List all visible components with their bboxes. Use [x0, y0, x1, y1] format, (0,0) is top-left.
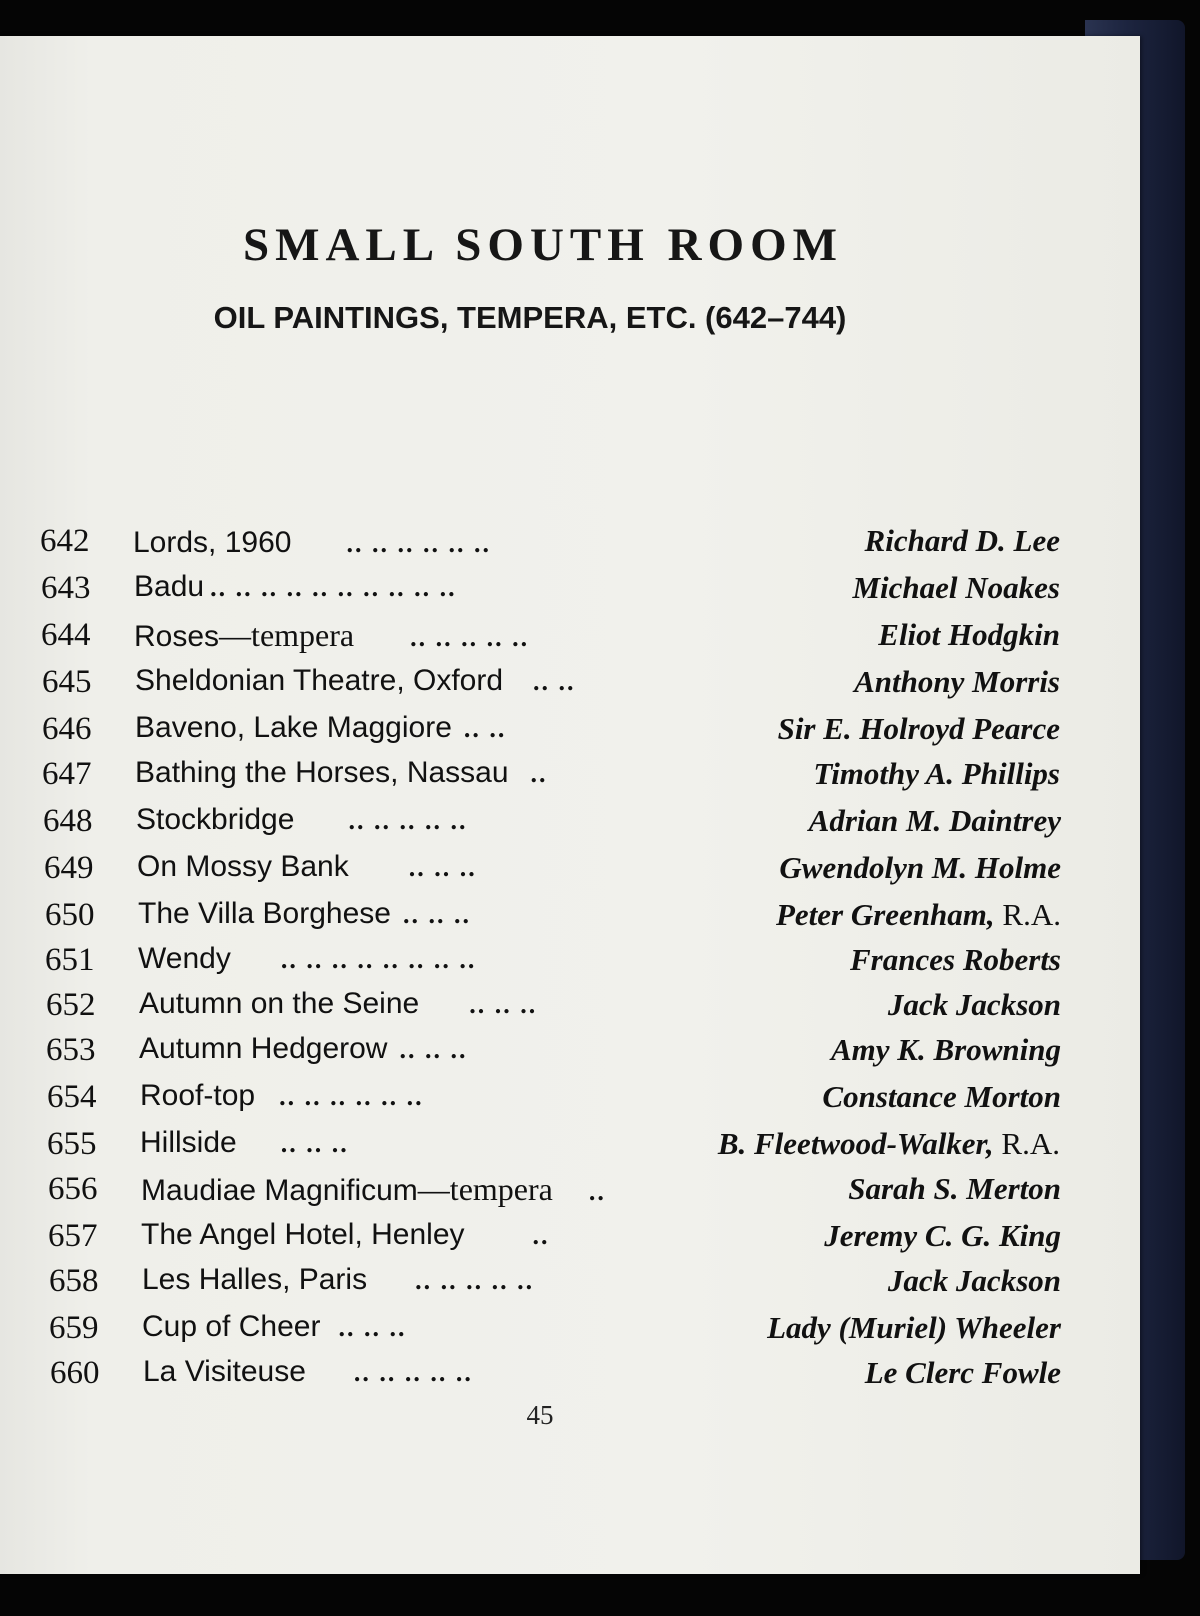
- entry-title: On Mossy Bank: [137, 850, 349, 883]
- leader-dots: .. .. ..: [280, 1129, 349, 1158]
- entry-number: 650: [45, 897, 95, 933]
- entry-title: Bathing the Horses, Nassau: [135, 756, 509, 789]
- entry-number: 646: [42, 711, 92, 747]
- leader-dots: ..: [532, 1221, 550, 1250]
- catalogue-entry: [48, 1171, 1061, 1215]
- catalogue-entry: [47, 1126, 1060, 1170]
- leader-dots: .. ..: [463, 714, 507, 743]
- entry-artist: Timothy A. Phillips: [813, 756, 1060, 791]
- entry-artist: Anthony Morris: [854, 664, 1060, 699]
- entry-title: Stockbridge: [136, 803, 295, 836]
- leader-dots: .. .. .. .. ..: [353, 1358, 473, 1387]
- entry-artist: Jack Jackson: [887, 1263, 1061, 1298]
- entry-title: Les Halles, Paris: [142, 1263, 368, 1296]
- entry-number: 653: [46, 1032, 96, 1068]
- catalogue-entry: [42, 711, 1060, 755]
- catalogue-entry: [46, 1032, 1061, 1076]
- entry-number: 660: [50, 1355, 100, 1391]
- leader-dots: ..: [588, 1177, 606, 1206]
- catalogue-entry: [43, 803, 1061, 847]
- catalogue-entry: [45, 897, 1061, 941]
- entry-artist: Jeremy C. G. King: [824, 1218, 1061, 1253]
- entry-number: 651: [45, 942, 95, 978]
- entry-artist: Sarah S. Merton: [848, 1171, 1061, 1206]
- entry-title-suffix: —tempera: [219, 617, 355, 653]
- entry-artist: Gwendolyn M. Holme: [779, 850, 1061, 885]
- entry-title: Roses: [134, 620, 220, 653]
- entry-title: Lords, 1960: [133, 526, 292, 559]
- entry-number: 649: [44, 850, 94, 886]
- entry-title: Badu: [134, 570, 205, 603]
- entry-number: 656: [48, 1171, 98, 1207]
- entry-title: La Visiteuse: [143, 1355, 306, 1388]
- entry-number: 652: [46, 987, 96, 1023]
- entry-artist: Jack Jackson: [887, 987, 1061, 1022]
- entry-title: The Angel Hotel, Henley: [141, 1218, 465, 1251]
- leader-dots: .. .. .. .. .. .. .. ..: [280, 945, 477, 974]
- catalogue-entry: [42, 664, 1060, 708]
- entry-title: Hillside: [140, 1126, 237, 1159]
- entry-artist: B. Fleetwood-Walker, R.A.: [717, 1126, 1060, 1161]
- catalogue-entry: [49, 1263, 1061, 1307]
- entry-artist: Peter Greenham, R.A.: [775, 897, 1061, 932]
- catalogue-entry: [41, 617, 1060, 661]
- leader-dots: .. .. .. .. .. .. .. .. .. ..: [210, 573, 457, 602]
- leader-dots: .. .. ..: [408, 853, 477, 882]
- entry-title: Autumn Hedgerow: [139, 1032, 388, 1065]
- entry-number: 655: [47, 1126, 97, 1162]
- entry-artist: Michael Noakes: [852, 570, 1060, 605]
- entry-title: Autumn on the Seine: [139, 987, 420, 1020]
- leader-dots: ..: [530, 759, 548, 788]
- room-title: SMALL SOUTH ROOM: [242, 219, 843, 271]
- entry-artist: Sir E. Holroyd Pearce: [777, 711, 1060, 746]
- catalogue-entry: [42, 756, 1060, 800]
- entry-artist: Adrian M. Daintrey: [808, 803, 1061, 838]
- entry-artist: Amy K. Browning: [831, 1032, 1061, 1067]
- leader-dots: .. .. .. .. ..: [415, 1266, 535, 1295]
- entry-number: 657: [48, 1218, 98, 1254]
- entry-number: 644: [41, 617, 91, 653]
- catalogue-entry: [41, 570, 1060, 614]
- catalogue-entry: [45, 942, 1061, 986]
- catalogue-entry: [47, 1079, 1061, 1123]
- leader-dots: .. .. .. .. .. ..: [346, 529, 491, 558]
- catalogue-entry: [40, 523, 1060, 567]
- entry-title: The Villa Borghese: [138, 897, 391, 930]
- entry-title: Maudiae Magnificum: [141, 1174, 418, 1207]
- entry-number: 654: [47, 1079, 97, 1115]
- catalogue-entry: [46, 987, 1061, 1031]
- entry-title: Cup of Cheer: [142, 1310, 321, 1343]
- entry-artist: Lady (Muriel) Wheeler: [767, 1310, 1061, 1345]
- catalogue-entry: [49, 1310, 1061, 1354]
- leader-dots: .. .. ..: [469, 990, 538, 1019]
- entry-number: 648: [43, 803, 93, 839]
- catalogue-entry: [48, 1218, 1061, 1262]
- entry-number: 643: [41, 570, 91, 606]
- entry-artist: Constance Morton: [822, 1079, 1061, 1114]
- leader-dots: .. .. ..: [402, 900, 471, 929]
- entry-title: Wendy: [138, 942, 231, 975]
- catalogue-entry: [50, 1355, 1061, 1399]
- entry-title-suffix: —tempera: [417, 1171, 553, 1207]
- entry-title: Roof-top: [140, 1079, 256, 1112]
- entry-artist: Frances Roberts: [850, 942, 1061, 977]
- entry-number: 659: [49, 1310, 99, 1346]
- entry-artist: Eliot Hodgkin: [878, 617, 1060, 652]
- page-number: 45: [526, 1400, 554, 1430]
- section-subtitle: OIL PAINTINGS, TEMPERA, ETC. (642–744): [213, 300, 847, 335]
- entry-title: Baveno, Lake Maggiore: [135, 711, 452, 744]
- leader-dots: .. .. ..: [399, 1035, 468, 1064]
- entry-title: Sheldonian Theatre, Oxford: [135, 664, 504, 697]
- leader-dots: .. .. .. .. ..: [410, 623, 530, 652]
- entry-number: 658: [49, 1263, 99, 1299]
- entry-artist: Richard D. Lee: [864, 523, 1060, 558]
- entry-artist: Le Clerc Fowle: [864, 1355, 1061, 1390]
- leader-dots: .. .. .. .. .. ..: [279, 1082, 424, 1111]
- catalogue-entry: [44, 850, 1061, 894]
- leader-dots: .. .. ..: [338, 1313, 407, 1342]
- entry-number: 645: [42, 664, 92, 700]
- catalogue-page: [0, 36, 1140, 1574]
- leader-dots: .. .. .. .. ..: [348, 806, 468, 835]
- leader-dots: .. ..: [533, 667, 576, 696]
- entry-number: 647: [42, 756, 92, 792]
- entry-number: 642: [40, 523, 90, 559]
